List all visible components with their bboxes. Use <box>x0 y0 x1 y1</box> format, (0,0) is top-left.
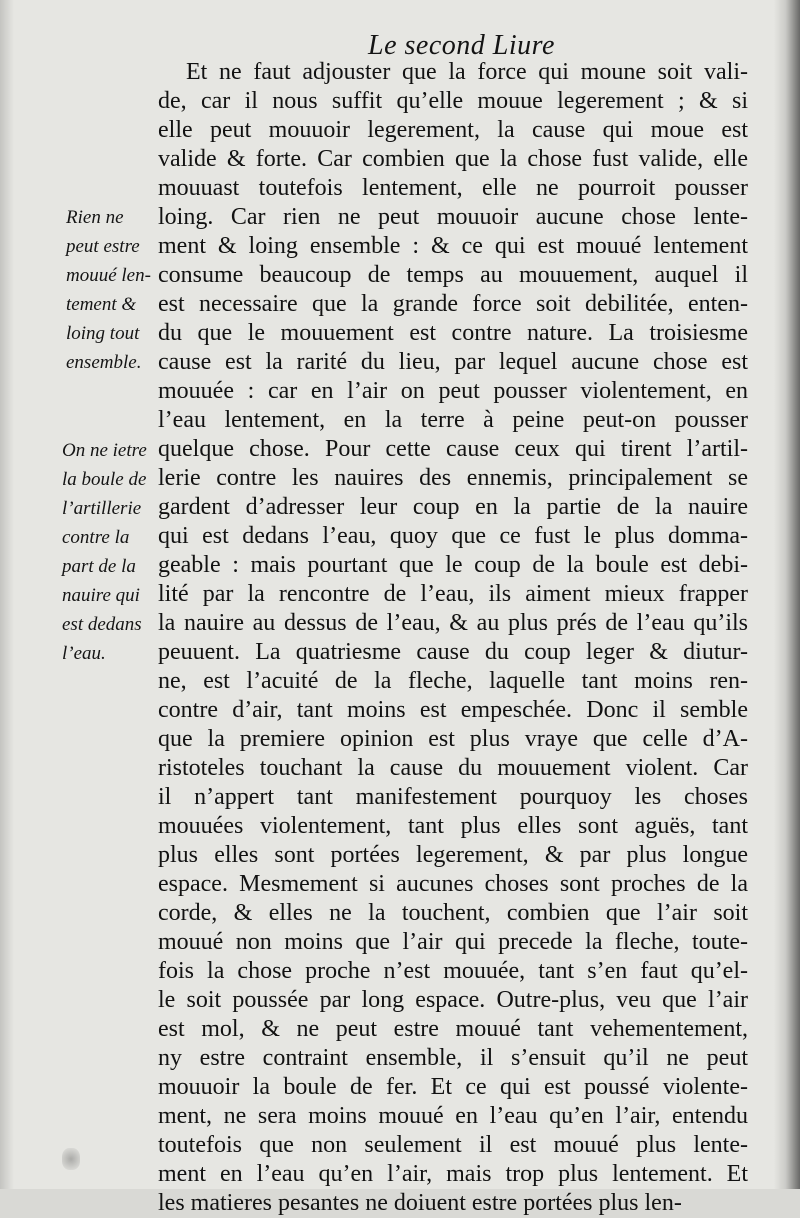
body-line: plus elles sont portées legerement, & par plus longue <box>158 842 748 868</box>
margin-note-boule-artillerie <box>62 436 147 668</box>
margin-note-line: tement & <box>66 294 137 315</box>
body-line: toutefois que non seulement il est mouué plus lente- <box>158 1132 748 1158</box>
body-line: ment, ne sera moins mouué en l’eau qu’en l’air, entendu <box>158 1103 748 1129</box>
margin-note-line: l’eau. <box>62 643 106 664</box>
body-line: quelque chose. Pour cette cause ceux qui tirent l’artil- <box>158 436 748 462</box>
body-line: les matieres pesantes ne doiuent estre portées plus len- <box>158 1190 682 1216</box>
body-line: contre d’air, tant moins est empeschée. Donc il semble <box>158 697 748 723</box>
body-line: mouuées violentement, tant plus elles sont aguës, tant <box>158 813 748 839</box>
body-line: peuuent. La quatriesme cause du coup leger & diutur- <box>158 639 748 665</box>
body-line: espace. Mesmement si aucunes choses sont proches de la <box>158 871 748 897</box>
body-line: la nauire au dessus de l’eau, & au plus prés de l’eau qu’ils <box>158 610 748 636</box>
margin-note-line: Rien ne <box>66 207 124 228</box>
body-line: mouuast toutefois lentement, elle ne pourroit pousser <box>158 175 748 201</box>
margin-note-rien-ne-peut <box>66 203 151 377</box>
margin-note-line: ensemble. <box>66 352 142 373</box>
margin-note-line: nauire qui <box>62 585 140 606</box>
body-text <box>158 58 748 1218</box>
body-line: lerie contre les nauires des ennemis, principalement se <box>158 465 748 491</box>
body-line: il n’appert tant manifestement pourquoy les choses <box>158 784 748 810</box>
body-line: qui est dedans l’eau, quoy que ce fust le plus domma- <box>158 523 748 549</box>
body-line: du que le mouuement est contre nature. La troisiesme <box>158 320 748 346</box>
body-line: ristoteles touchant la cause du mouuement violent. Car <box>158 755 748 781</box>
body-line: gardent d’adresser leur coup en la partie de la nauire <box>158 494 748 520</box>
running-head: Le second Liure <box>368 30 555 61</box>
body-line: le soit poussée par long espace. Outre-plus, veu que l’air <box>158 987 748 1013</box>
margin-note-line: On ne ietre <box>62 440 147 461</box>
margin-note-line: part de la <box>62 556 136 577</box>
body-line: que la premiere opinion est plus vraye que celle d’A- <box>158 726 748 752</box>
body-line: ne, est l’acuité de la fleche, laquelle tant moins ren- <box>158 668 748 694</box>
margin-note-line: loing tout <box>66 323 140 344</box>
body-line: est necessaire que la grande force soit debilitée, enten- <box>158 291 748 317</box>
page-gutter-shadow <box>774 0 800 1189</box>
body-line: Et ne faut adjouster que la force qui moune soit vali- <box>186 59 748 85</box>
body-line: ment & loing ensemble : & ce qui est mouué lentement <box>158 233 748 259</box>
body-line: est mol, & ne peut estre mouué tant vehementement, <box>158 1016 748 1042</box>
page-left-shadow <box>0 0 14 1189</box>
margin-note-line: peut estre <box>66 236 140 257</box>
margin-note-line: mouué len- <box>66 265 151 286</box>
margin-note-line: contre la <box>62 527 130 548</box>
body-line: mouuoir la boule de fer. Et ce qui est poussé violente- <box>158 1074 748 1100</box>
margin-note-line: la boule de <box>62 469 147 490</box>
body-line: de, car il nous suffit qu’elle mouue legerement ; & si <box>158 88 748 114</box>
body-line: mouuée : car en l’air on peut pousser violentement, en <box>158 378 748 404</box>
margin-note-line: est dedans <box>62 614 142 635</box>
body-line: ny estre contraint ensemble, il s’ensuit qu’il ne peut <box>158 1045 748 1071</box>
body-line: geable : mais pourtant que le coup de la boule est debi- <box>158 552 748 578</box>
body-line: fois la chose proche n’est mouuée, tant s’en faut qu’el- <box>158 958 748 984</box>
body-line: mouué non moins que l’air qui precede la fleche, toute- <box>158 929 748 955</box>
body-line: lité par la rencontre de l’eau, ils aiment mieux frapper <box>158 581 748 607</box>
margin-note-line: l’artillerie <box>62 498 142 519</box>
body-line: valide & forte. Car combien que la chose fust valide, elle <box>158 146 748 172</box>
body-line: l’eau lentement, en la terre à peine peut-on pousser <box>158 407 748 433</box>
ink-smudge <box>62 1148 80 1170</box>
body-line: ment en l’eau qu’en l’air, mais trop plus lentement. Et <box>158 1161 748 1187</box>
body-line: corde, & elles ne la touchent, combien que l’air soit <box>158 900 748 926</box>
body-line: cause est la rarité du lieu, par lequel aucune chose est <box>158 349 748 375</box>
body-line: elle peut mouuoir legerement, la cause qui moue est <box>158 117 748 143</box>
body-line: consume beaucoup de temps au mouuement, auquel il <box>158 262 748 288</box>
body-line: loing. Car rien ne peut mouuoir aucune chose lente- <box>158 204 748 230</box>
